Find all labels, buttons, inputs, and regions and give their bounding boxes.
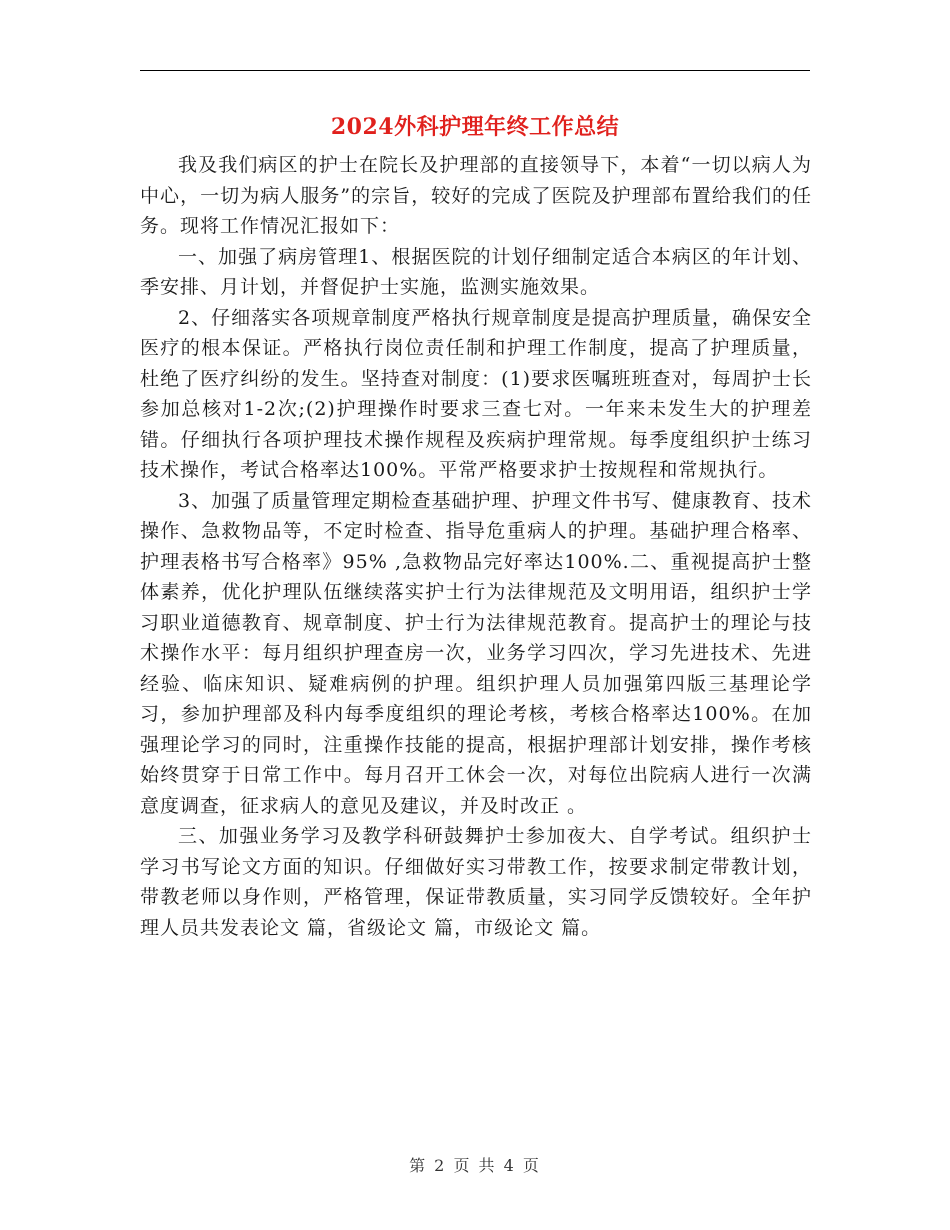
header-rule <box>140 70 810 71</box>
document-title: 2024外科护理年终工作总结 <box>330 114 620 140</box>
paragraph-quality-management: 3、加强了质量管理定期检查基础护理、护理文件书写、健康教育、技术操作、急救物品等，不定时检查、指导危重病人的护理。基础护理合格率、护理表格书写合格率》95% ,急救物品完好率达100%.二、重视提高护士整体素养，优化护理队伍继续落实护士行为法律规范及文明用语，组织护士学习职业道德教育、规章制度、护士行为法律规范教育。提高护士的理论与技术操作水平：每月组织护理查房一次，业务学习四次，学习先进技术、先进经验、临床知识、疑难病例的护理。组织护理人员加强第四版三基理论学习，参加护理部及科内每季度组织的理论考核，考核合格率达100%。在加强理论学习的同时，注重操作技能的提高，根据护理部计划安排，操作考核始终贯穿于日常工作中。每月召开工休会一次，对每位出院病人进行一次满意度调查，征求病人的意见及建议，并及时改正 。 <box>140 489 812 817</box>
paragraph-intro: 我及我们病区的护士在院长及护理部的直接领导下，本着“一切以病人为中心，一切为病人服务”的宗旨，较好的完成了医院及护理部布置给我们的任务。现将工作情况汇报如下： <box>140 154 812 237</box>
document-body <box>140 150 812 943</box>
paragraph-study-research: 三、加强业务学习及教学科研鼓舞护士参加夜大、自学考试。组织护士学习书写论文方面的知识。仔细做好实习带教工作，按要求制定带教计划，带教老师以身作则，严格管理，保证带教质量，实习同学反馈较好。全年护理人员共发表论文 篇，省级论文 篇，市级论文 篇。 <box>140 825 812 939</box>
paragraph-ward-management: 一、加强了病房管理1、根据医院的计划仔细制定适合本病区的年计划、季安排、月计划，并督促护士实施，监测实施效果。 <box>140 245 812 298</box>
page-number-footer: 第 2 页 共 4 页 <box>409 1156 541 1175</box>
paragraph-rules-implementation: 2、仔细落实各项规章制度严格执行规章制度是提高护理质量，确保安全医疗的根本保证。严格执行岗位责任制和护理工作制度，提高了护理质量，杜绝了医疗纠纷的发生。坚持查对制度：(1)要求医嘱班班查对，每周护士长参加总核对1-2次;(2)护理操作时要求三查七对。一年来未发生大的护理差错。仔细执行各项护理技术操作规程及疾病护理常规。每季度组织护士练习技术操作，考试合格率达100%。平常严格要求护士按规程和常规执行。 <box>140 306 812 481</box>
